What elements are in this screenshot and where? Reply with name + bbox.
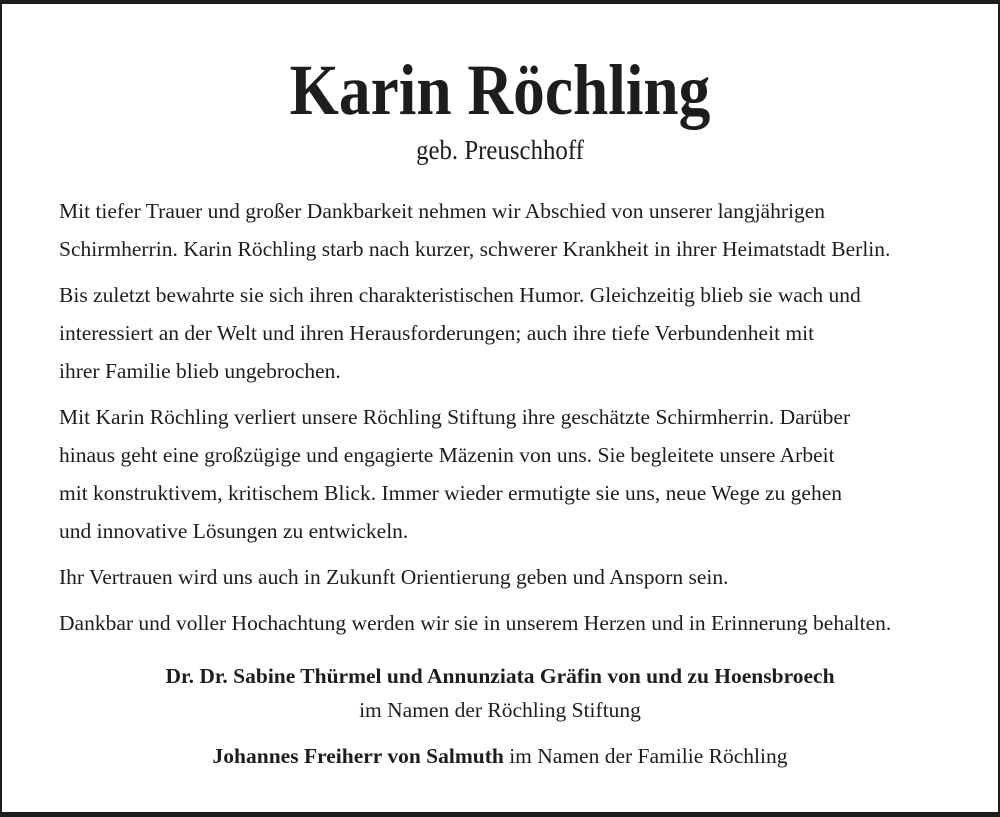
paragraph-3-line-4: und innovative Lösungen zu entwickeln.: [59, 519, 409, 544]
signature-primary-caption: im Namen der Röchling Stiftung: [359, 698, 641, 723]
paragraph-1-line-1: Mit tiefer Trauer und großer Dankbarkeit nehmen wir Abschied von unserer langjährigen: [59, 199, 826, 224]
paragraph-3-line-2: hinaus geht eine großzügige und engagierte Mäzenin von uns. Sie begleitete unsere Arbeit: [59, 443, 835, 468]
deceased-name-title: Karin Röchling: [289, 50, 711, 130]
paragraph-5-line-1: Dankbar und voller Hochachtung werden wir sie in unserem Herzen und in Erinnerung behalten.: [59, 611, 892, 636]
paragraph-4-line-1: Ihr Vertrauen wird uns auch in Zukunft Orientierung geben und Ansporn sein.: [59, 565, 729, 590]
signature-secondary-line: [59, 739, 941, 773]
paragraph-1: [59, 192, 941, 268]
signature-secondary-name: Johannes Freiherr von Salmuth: [212, 744, 504, 769]
paragraph-3-line-3: mit konstruktivem, kritischem Blick. Immer wieder ermutigte sie uns, neue Wege zu gehen: [59, 481, 843, 506]
paragraph-2: [59, 276, 941, 390]
paragraph-3: [59, 398, 941, 550]
signature-secondary-caption: im Namen der Familie Röchling: [509, 744, 788, 769]
signature-block: [59, 659, 941, 773]
paragraph-2-line-2: interessiert an der Welt und ihren Herausforderungen; auch ihre tiefe Verbundenheit mit: [59, 321, 815, 346]
paragraph-2-line-3: ihrer Familie blieb ungebrochen.: [59, 359, 341, 384]
notice-body: [59, 192, 941, 642]
paragraph-5: [59, 604, 941, 642]
paragraph-1-line-2: Schirmherrin. Karin Röchling starb nach kurzer, schwerer Krankheit in ihrer Heimatstadt Berlin.: [59, 237, 891, 262]
signature-primary-names: Dr. Dr. Sabine Thürmel und Annunziata Gräfin von und zu Hoensbroech: [165, 664, 835, 689]
notice-content: [2, 50, 998, 773]
paragraph-2-line-1: Bis zuletzt bewahrte sie sich ihren charakteristischen Humor. Gleichzeitig blieb sie wach und: [59, 283, 861, 308]
paragraph-3-line-1: Mit Karin Röchling verliert unsere Röchling Stiftung ihre geschätzte Schirmherrin. Darüber: [59, 405, 851, 430]
paragraph-4: [59, 558, 941, 596]
maiden-name-subtitle: geb. Preuschhoff: [416, 135, 584, 165]
